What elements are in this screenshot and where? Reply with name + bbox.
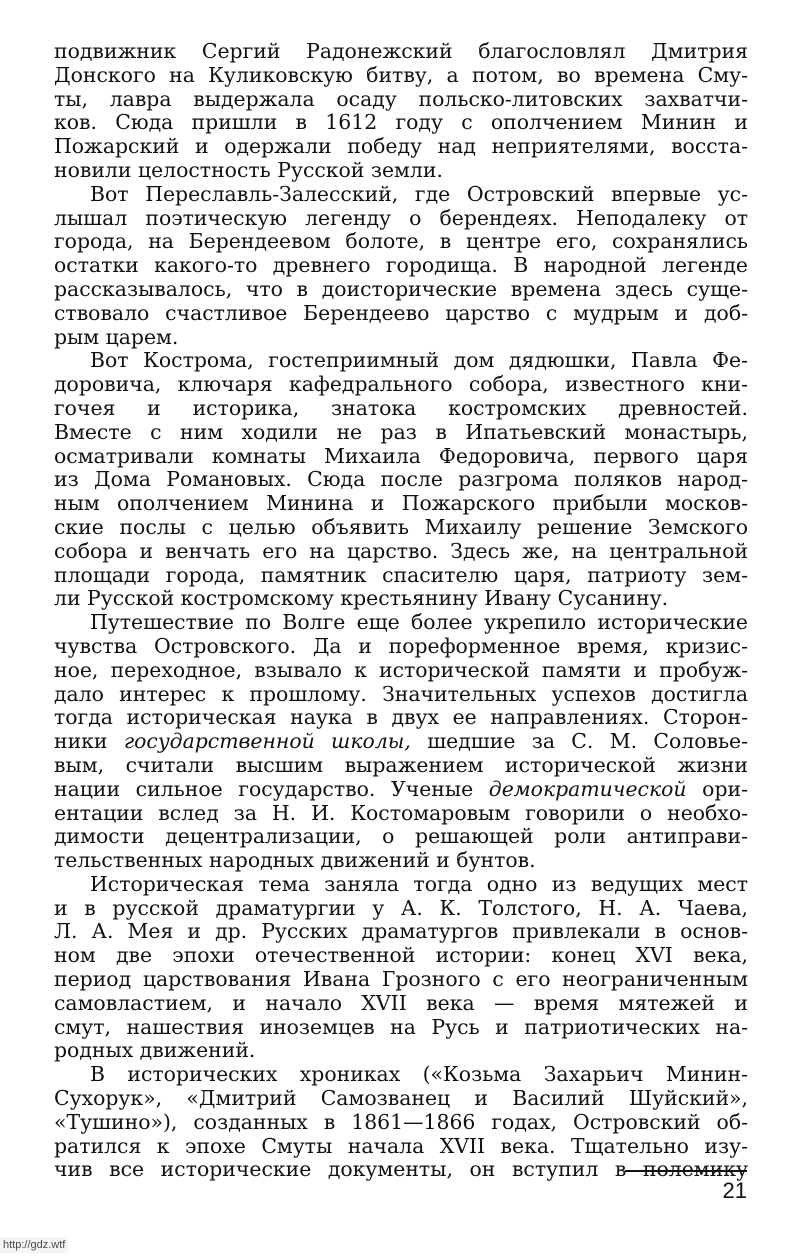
text-line: Сухорук», «Дмитрий Самозванец и Василий Шуйский», [54, 1086, 748, 1111]
text-segment: ники [54, 729, 124, 754]
text-line: гочея и историка, знатока костромских древностей. [54, 395, 748, 420]
text-line: города, на Берендеевом болоте, в центре его, сохранялись [54, 229, 748, 254]
text-line: ты, лавра выдержала осаду польско-литовских захватчи- [54, 86, 748, 111]
text-line: Вот Кострома, гостеприимный дом дядюшки, Павла Фе- [90, 348, 748, 373]
italic-term: демократической [488, 776, 687, 801]
text-line: доровича, ключаря кафедрального собора, известного кни- [54, 372, 748, 397]
text-line: ное, переходное, взывало к исторической памяти и пробуж- [54, 657, 748, 682]
text-line: собора и венчать его на царство. Здесь же, на центральной [54, 538, 748, 563]
text-line: лышал поэтическую легенду о берендеях. Неподалеку от [54, 205, 748, 230]
text-line: ным ополчением Минина и Пожарского прибыли москов- [54, 491, 748, 516]
text-line [54, 730, 748, 754]
text-line: Л. А. Мея и др. Русских драматургов привлекали в основ- [54, 919, 748, 944]
text-line: и в русской драматургии у А. К. Толстого, Н. А. Чаева, [54, 895, 748, 920]
text-line: площади города, памятник спасителю царя, патриоту зем- [54, 562, 748, 587]
text-line: ентации вслед за Н. И. Костомаровым говорили о необхо- [54, 800, 748, 825]
text-line: ратился к эпохе Смуты начала XVII века. Тщательно изу- [54, 1133, 748, 1158]
text-line: дало интерес к прошлому. Значительных успехов достигла [54, 681, 748, 706]
text-line: чив все исторические документы, он вступил в полемику [54, 1157, 748, 1182]
italic-term: государственной школы, [123, 729, 411, 754]
text-line: Путешествие по Волге еще более укрепило исторические [90, 610, 748, 635]
text-line: ские послы с целью объявить Михаилу решение Земского [54, 514, 748, 539]
text-line: Историческая тема заняла тогда одно из ведущих мест [90, 871, 748, 896]
text-line: В исторических хрониках («Козьма Захарьич Минин- [90, 1062, 748, 1087]
text-line: ков. Сюда пришли в 1612 году с ополчением Минин и [54, 110, 748, 135]
text-line: Пожарский и одержали победу над неприятелями, восста- [54, 134, 748, 159]
text-line: самовластием, и начало XVII века — время мятежей и [54, 990, 748, 1015]
text-line: вым, считали высшим выражением исторической жизни [54, 752, 748, 777]
text-line: ствовало счастливое Берендеево царство с мудрым и доб- [54, 300, 748, 325]
text-line: Вместе с ним ходили не раз в Ипатьевский монастырь, [54, 419, 748, 444]
text-line: ли Русской костромскому крестьянину Ивану Сусанину. [54, 586, 669, 611]
text-segment: ори- [686, 776, 748, 801]
text-line: смут, нашествия иноземцев на Русь и патриотических на- [54, 1014, 748, 1039]
text-line: период царствования Ивана Грозного с его неограниченным [54, 967, 748, 992]
text-line: Донского на Куликовскую битву, а потом, во времена Сму- [54, 62, 748, 87]
text-line [54, 778, 748, 802]
text-line: осматривали комнаты Михаила Федоровича, первого царя [54, 443, 748, 468]
text-line: родных движений. [54, 1038, 256, 1063]
watermark-link[interactable]: http://gdz.wtf [0, 1237, 68, 1253]
text-line: новили целостность Русской земли. [54, 157, 443, 182]
text-segment: нации сильное государство. Ученые [54, 776, 489, 801]
text-line: ном две эпохи отечественной истории: конец XVI века, [54, 943, 748, 968]
text-line: остатки какого-то древнего городища. В народной легенде [54, 253, 748, 278]
text-line: тельственных народных движений и бунтов. [54, 848, 536, 873]
page-body [54, 40, 748, 1182]
text-line: рым царем. [54, 324, 179, 349]
text-line: подвижник Сергий Радонежский благословлял Дмитрия [54, 39, 748, 63]
page-number: 21 [722, 1178, 747, 1203]
text-line: тогда историческая наука в двух ее направлениях. Сторон- [54, 705, 748, 730]
text-line: димости децентрализации, о решающей роли антиправи- [54, 824, 748, 849]
text-line: рассказывалось, что в доисторические времена здесь суще- [54, 276, 748, 301]
text-line: чувства Островского. Да и пореформенное время, кризис- [54, 633, 748, 658]
text-segment: шедшие за С. М. Соловье- [410, 729, 749, 754]
text-line: «Тушино»), созданных в 1861—1866 годах, Островский об- [54, 1109, 748, 1134]
text-line: Вот Переславль-Залесский, где Островский впервые ус- [90, 181, 748, 206]
text-line: из Дома Романовых. Сюда после разгрома поляков народ- [54, 467, 748, 492]
footer-rule [625, 1170, 747, 1172]
